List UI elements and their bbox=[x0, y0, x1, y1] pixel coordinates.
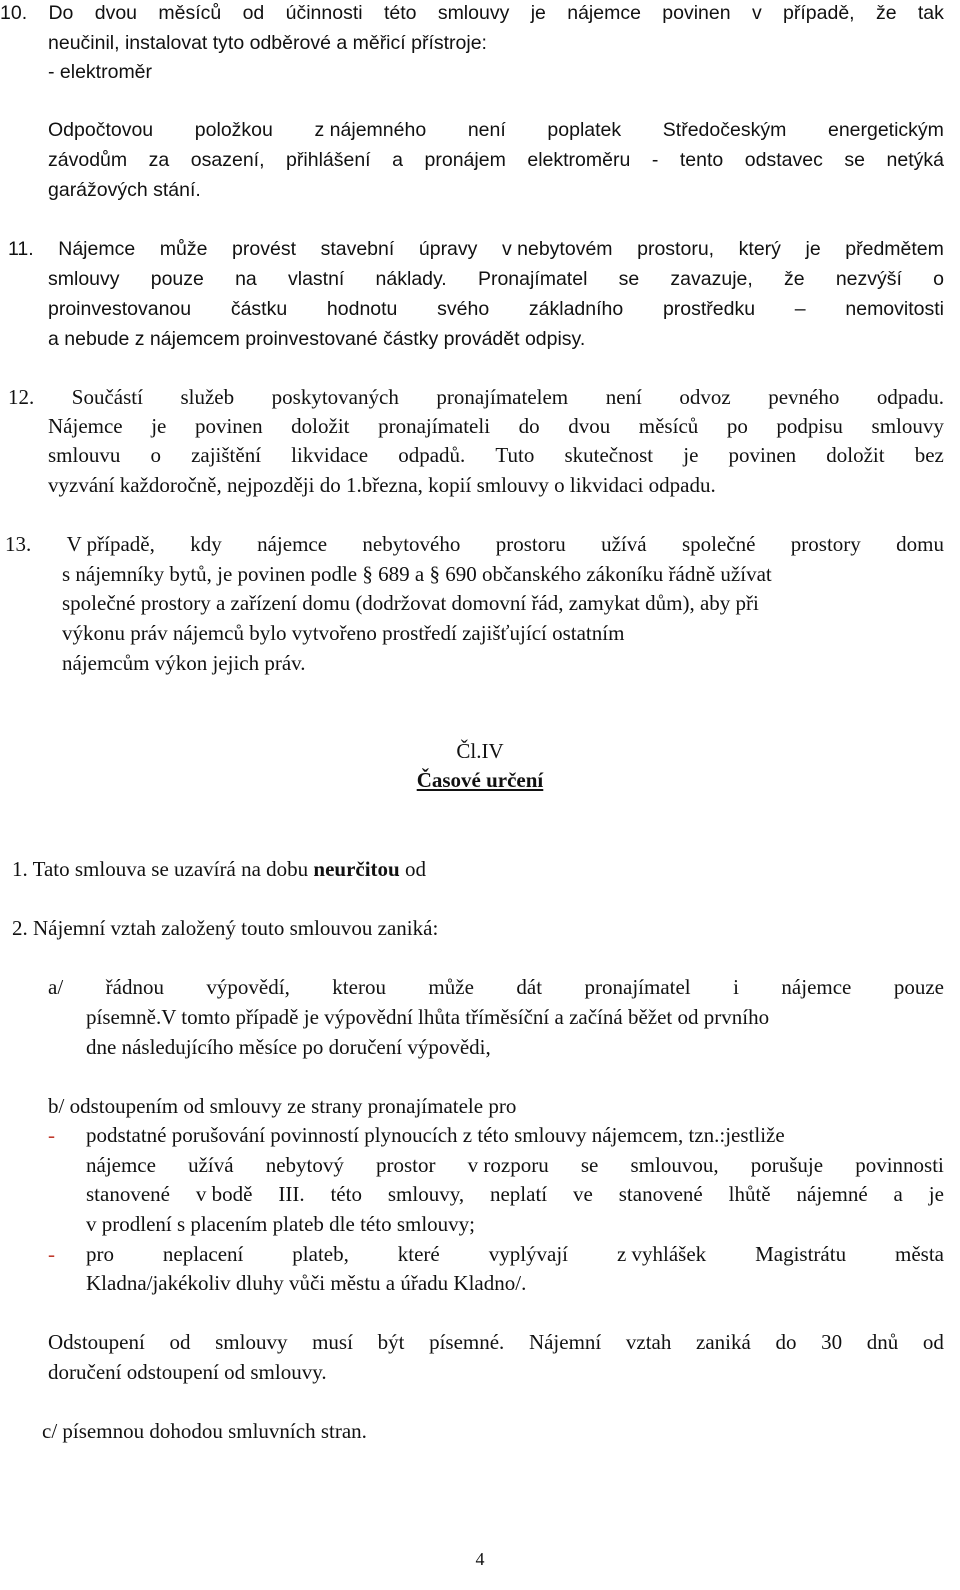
word: odvoz bbox=[679, 385, 731, 409]
word: smlouvou, bbox=[630, 1153, 719, 1177]
word: o bbox=[150, 443, 161, 467]
word: nájemné bbox=[796, 1182, 868, 1206]
article-number: Čl.IV bbox=[456, 739, 504, 763]
word: III. bbox=[278, 1182, 305, 1206]
paragraph-13-line-1 bbox=[5, 531, 944, 557]
word: dát bbox=[516, 975, 543, 999]
word: zaniká bbox=[696, 1330, 751, 1354]
word: tento bbox=[679, 149, 724, 171]
paragraph-11-line-3 bbox=[48, 296, 944, 322]
word: kterou bbox=[332, 975, 386, 999]
section-1 bbox=[12, 856, 426, 882]
word: podpisu bbox=[776, 414, 843, 438]
section-1-prefix: 1. Tato smlouva se uzavírá na dobu bbox=[12, 857, 314, 881]
word: pro bbox=[86, 1242, 114, 1266]
word: prostoru bbox=[495, 532, 566, 556]
word: smlouvu bbox=[48, 443, 121, 467]
word: prostoru, bbox=[637, 238, 715, 260]
word: přihlášení bbox=[286, 149, 371, 171]
word: i bbox=[733, 975, 739, 999]
word: domu bbox=[896, 532, 944, 556]
word: prostory bbox=[790, 532, 861, 556]
word: pronájem bbox=[424, 149, 506, 171]
word: likvidace bbox=[291, 443, 369, 467]
word: nájemce bbox=[567, 2, 641, 24]
word: pronajímateli bbox=[378, 414, 491, 438]
word: je bbox=[805, 238, 821, 260]
word: z vyhlášek bbox=[616, 1242, 707, 1266]
word: 12. bbox=[8, 385, 35, 409]
word: odpadů. bbox=[398, 443, 466, 467]
word: měsíců bbox=[158, 2, 222, 24]
word: - bbox=[651, 149, 659, 171]
word: nemovitosti bbox=[845, 298, 944, 320]
item-b-bullet-1-line-2 bbox=[86, 1152, 944, 1178]
word: je bbox=[683, 443, 699, 467]
word: z nájemného bbox=[314, 119, 427, 141]
word: že bbox=[875, 2, 897, 24]
word: smlouvy, bbox=[387, 1182, 465, 1206]
word: za bbox=[148, 149, 170, 171]
word: poskytovaných bbox=[271, 385, 399, 409]
word: předmětem bbox=[845, 238, 944, 260]
word: odstavec bbox=[744, 149, 823, 171]
word: povinen bbox=[194, 414, 263, 438]
bullet-dash-1: - bbox=[48, 1123, 55, 1147]
word: a/ bbox=[48, 975, 64, 999]
word: není bbox=[605, 385, 642, 409]
word: plateb, bbox=[292, 1242, 349, 1266]
word: ve bbox=[573, 1182, 593, 1206]
word: smlouvy bbox=[48, 268, 120, 290]
word: účinnosti bbox=[285, 2, 363, 24]
word: skutečnost bbox=[564, 443, 654, 467]
word: v bodě bbox=[195, 1182, 253, 1206]
paragraph-11-line-1 bbox=[8, 236, 944, 262]
word: vlastní bbox=[287, 268, 345, 290]
withdrawal-line-2: doručení odstoupení od smlouvy. bbox=[48, 1360, 327, 1384]
word: tak bbox=[917, 2, 944, 24]
withdrawal-line-1 bbox=[48, 1329, 944, 1355]
word: neplacení bbox=[162, 1242, 244, 1266]
word: případě, bbox=[783, 2, 855, 24]
word: stanovené bbox=[618, 1182, 703, 1206]
word: se bbox=[580, 1153, 599, 1177]
word: v rozporu bbox=[467, 1153, 549, 1177]
paragraph-11-line-4: a nebude z nájemcem proinvestované částky provádět odpisy. bbox=[48, 328, 586, 350]
word: Tuto bbox=[495, 443, 535, 467]
word: odpadu. bbox=[876, 385, 944, 409]
item-a-line-2: písemně.V tomto případě je výpovědní lhůta tříměsíční a začíná běžet od prvního bbox=[86, 1005, 770, 1029]
word: svého bbox=[437, 298, 490, 320]
word: 11. bbox=[8, 238, 34, 260]
word: prostor bbox=[376, 1153, 436, 1177]
paragraph-10-line-6: garážových stání. bbox=[48, 179, 201, 201]
word: 30 bbox=[821, 1330, 843, 1354]
word: je bbox=[928, 1182, 944, 1206]
word: a bbox=[392, 149, 403, 171]
word: společné bbox=[681, 532, 756, 556]
item-a-line-1 bbox=[48, 974, 944, 1000]
word: o bbox=[933, 268, 944, 290]
word: Součástí bbox=[71, 385, 143, 409]
word: v nebytovém bbox=[501, 238, 613, 260]
word: stanovené bbox=[86, 1182, 170, 1206]
word: písemné. bbox=[429, 1330, 505, 1354]
word: může bbox=[159, 238, 208, 260]
word: měsíců bbox=[638, 414, 699, 438]
word: pouze bbox=[893, 975, 944, 999]
section-2: 2. Nájemní vztah založený touto smlouvou zaniká: bbox=[12, 916, 439, 940]
word: Do bbox=[48, 2, 74, 24]
word: provést bbox=[232, 238, 296, 260]
word: není bbox=[467, 119, 506, 141]
paragraph-12-line-3 bbox=[48, 442, 944, 468]
item-b-bullet-2-line-1 bbox=[86, 1241, 944, 1267]
word: na bbox=[235, 268, 257, 290]
bullet-dash-2: - bbox=[48, 1242, 55, 1266]
word: nebytový bbox=[265, 1153, 344, 1177]
word: proinvestovanou bbox=[48, 298, 192, 320]
paragraph-10-line-1 bbox=[0, 0, 944, 26]
word: že bbox=[784, 268, 805, 290]
word: užívá bbox=[601, 532, 647, 556]
word: doložit bbox=[291, 414, 350, 438]
word: doložit bbox=[826, 443, 885, 467]
word: dnů bbox=[866, 1330, 899, 1354]
word: od bbox=[242, 2, 265, 24]
word: smlouvy bbox=[871, 414, 944, 438]
word: od bbox=[169, 1330, 191, 1354]
item-a-line-3: dne následujícího měsíce po doručení výpovědi, bbox=[86, 1035, 491, 1059]
word: položkou bbox=[194, 119, 273, 141]
paragraph-10-line-3: - elektroměr bbox=[48, 61, 153, 83]
word: užívá bbox=[188, 1153, 234, 1177]
item-b-line-1: b/ odstoupením od smlouvy ze strany pronajímatele pro bbox=[48, 1094, 517, 1118]
word: úpravy bbox=[418, 238, 478, 260]
paragraph-13-line-3: společné prostory a zařízení domu (dodržovat domovní řád, zamykat dům), aby při bbox=[62, 591, 759, 615]
word: energetickým bbox=[827, 119, 944, 141]
word: porušuje bbox=[750, 1153, 824, 1177]
word: hodnotu bbox=[326, 298, 398, 320]
item-b-bullet-1-line-3 bbox=[86, 1181, 944, 1207]
page-number: 4 bbox=[475, 1549, 485, 1569]
section-1-suffix: od bbox=[399, 857, 426, 881]
word: závodům bbox=[48, 149, 128, 171]
word: bez bbox=[914, 443, 944, 467]
word: se bbox=[618, 268, 640, 290]
word: řádnou bbox=[105, 975, 164, 999]
word: a bbox=[893, 1182, 903, 1206]
word: povinen bbox=[662, 2, 731, 24]
word: pronajímatel bbox=[584, 975, 691, 999]
word: vyplývají bbox=[488, 1242, 569, 1266]
word: zavazuje, bbox=[670, 268, 753, 290]
word: dvou bbox=[94, 2, 138, 24]
word: částku bbox=[230, 298, 288, 320]
word: V případě, bbox=[66, 532, 155, 556]
word: povinen bbox=[728, 443, 797, 467]
word: být bbox=[377, 1330, 405, 1354]
word: prostředku bbox=[662, 298, 756, 320]
word: Pronajímatel bbox=[477, 268, 588, 290]
section-1-duration: neurčitou bbox=[313, 857, 400, 881]
word: nebytového bbox=[362, 532, 461, 556]
word: kdy bbox=[190, 532, 222, 556]
word: Nájemce bbox=[48, 414, 123, 438]
item-c: c/ písemnou dohodou smluvních stran. bbox=[42, 1419, 367, 1443]
item-b-bullet-1-line-1: podstatné porušování povinností plynoucích z této smlouvy nájemcem, tzn.:jestliže bbox=[86, 1123, 785, 1147]
word: neplatí bbox=[489, 1182, 548, 1206]
word: dvou bbox=[568, 414, 611, 438]
word: který bbox=[738, 238, 781, 260]
word: náklady. bbox=[375, 268, 447, 290]
word: výpovědí, bbox=[206, 975, 290, 999]
word: Nájemní bbox=[528, 1330, 602, 1354]
word: v bbox=[751, 2, 762, 24]
item-b-bullet-1-line-4: v prodlení s placením plateb dle této smlouvy; bbox=[86, 1212, 476, 1236]
word: poplatek bbox=[547, 119, 622, 141]
paragraph-13-line-2: s nájemníky bytů, je povinen podle § 689 a § 690 občanského zákoníku řádně užívat bbox=[62, 562, 772, 586]
word: netýká bbox=[886, 149, 944, 171]
paragraph-13-line-5: nájemcům výkon jejich práv. bbox=[62, 651, 306, 675]
word: do bbox=[775, 1330, 797, 1354]
paragraph-12-line-4: vyzvání každoročně, nejpozději do 1.března, kopií smlouvy o likvidaci odpadu. bbox=[48, 473, 716, 497]
paragraph-10-line-5 bbox=[48, 147, 944, 173]
word: – bbox=[794, 298, 806, 320]
word: této bbox=[330, 1182, 362, 1206]
word: smlouvy bbox=[437, 2, 510, 24]
word: povinnosti bbox=[855, 1153, 944, 1177]
word: vztah bbox=[625, 1330, 672, 1354]
paragraph-12-line-1 bbox=[8, 384, 944, 410]
word: nájemce bbox=[257, 532, 328, 556]
paragraph-11-line-2 bbox=[48, 266, 944, 292]
paragraph-10-line-4 bbox=[48, 117, 944, 143]
word: které bbox=[397, 1242, 440, 1266]
paragraph-10-line-2: neučinil, instalovat tyto odběrové a měřicí přístroje: bbox=[48, 32, 487, 54]
word: pevného bbox=[768, 385, 840, 409]
word: od bbox=[922, 1330, 944, 1354]
word: Magistrátu bbox=[755, 1242, 847, 1266]
word: se bbox=[844, 149, 865, 171]
paragraph-12-line-2 bbox=[48, 413, 944, 439]
word: města bbox=[895, 1242, 944, 1266]
word: stavební bbox=[320, 238, 395, 260]
word: základního bbox=[528, 298, 624, 320]
word: nájemce bbox=[781, 975, 852, 999]
word: elektroměru bbox=[527, 149, 631, 171]
word: je bbox=[530, 2, 546, 24]
word: služeb bbox=[180, 385, 235, 409]
word: do bbox=[518, 414, 540, 438]
paragraph-13-line-4: výkonu práv nájemců bylo vytvořeno prostředí zajišťující ostatním bbox=[62, 621, 625, 645]
word: je bbox=[151, 414, 167, 438]
word: lhůtě bbox=[728, 1182, 771, 1206]
word: může bbox=[428, 975, 474, 999]
word: nájemce bbox=[86, 1153, 156, 1177]
word: musí bbox=[312, 1330, 353, 1354]
word: smlouvy bbox=[215, 1330, 288, 1354]
word: pouze bbox=[150, 268, 204, 290]
word: nezvýší bbox=[835, 268, 902, 290]
word: zajištění bbox=[191, 443, 262, 467]
word: Odstoupení bbox=[48, 1330, 145, 1354]
word: osazení, bbox=[190, 149, 265, 171]
word: Středočeským bbox=[662, 119, 787, 141]
word: 13. bbox=[5, 532, 32, 556]
word: pronajímatelem bbox=[436, 385, 569, 409]
word: této bbox=[383, 2, 417, 24]
word: 10. bbox=[0, 2, 28, 24]
article-title: Časové určení bbox=[416, 768, 544, 792]
item-b-bullet-2-line-2: Kladna/jakékoliv dluhy vůči městu a úřadu Kladno/. bbox=[86, 1271, 527, 1295]
word: Odpočtovou bbox=[48, 119, 154, 141]
word: po bbox=[726, 414, 748, 438]
word: Nájemce bbox=[58, 238, 136, 260]
